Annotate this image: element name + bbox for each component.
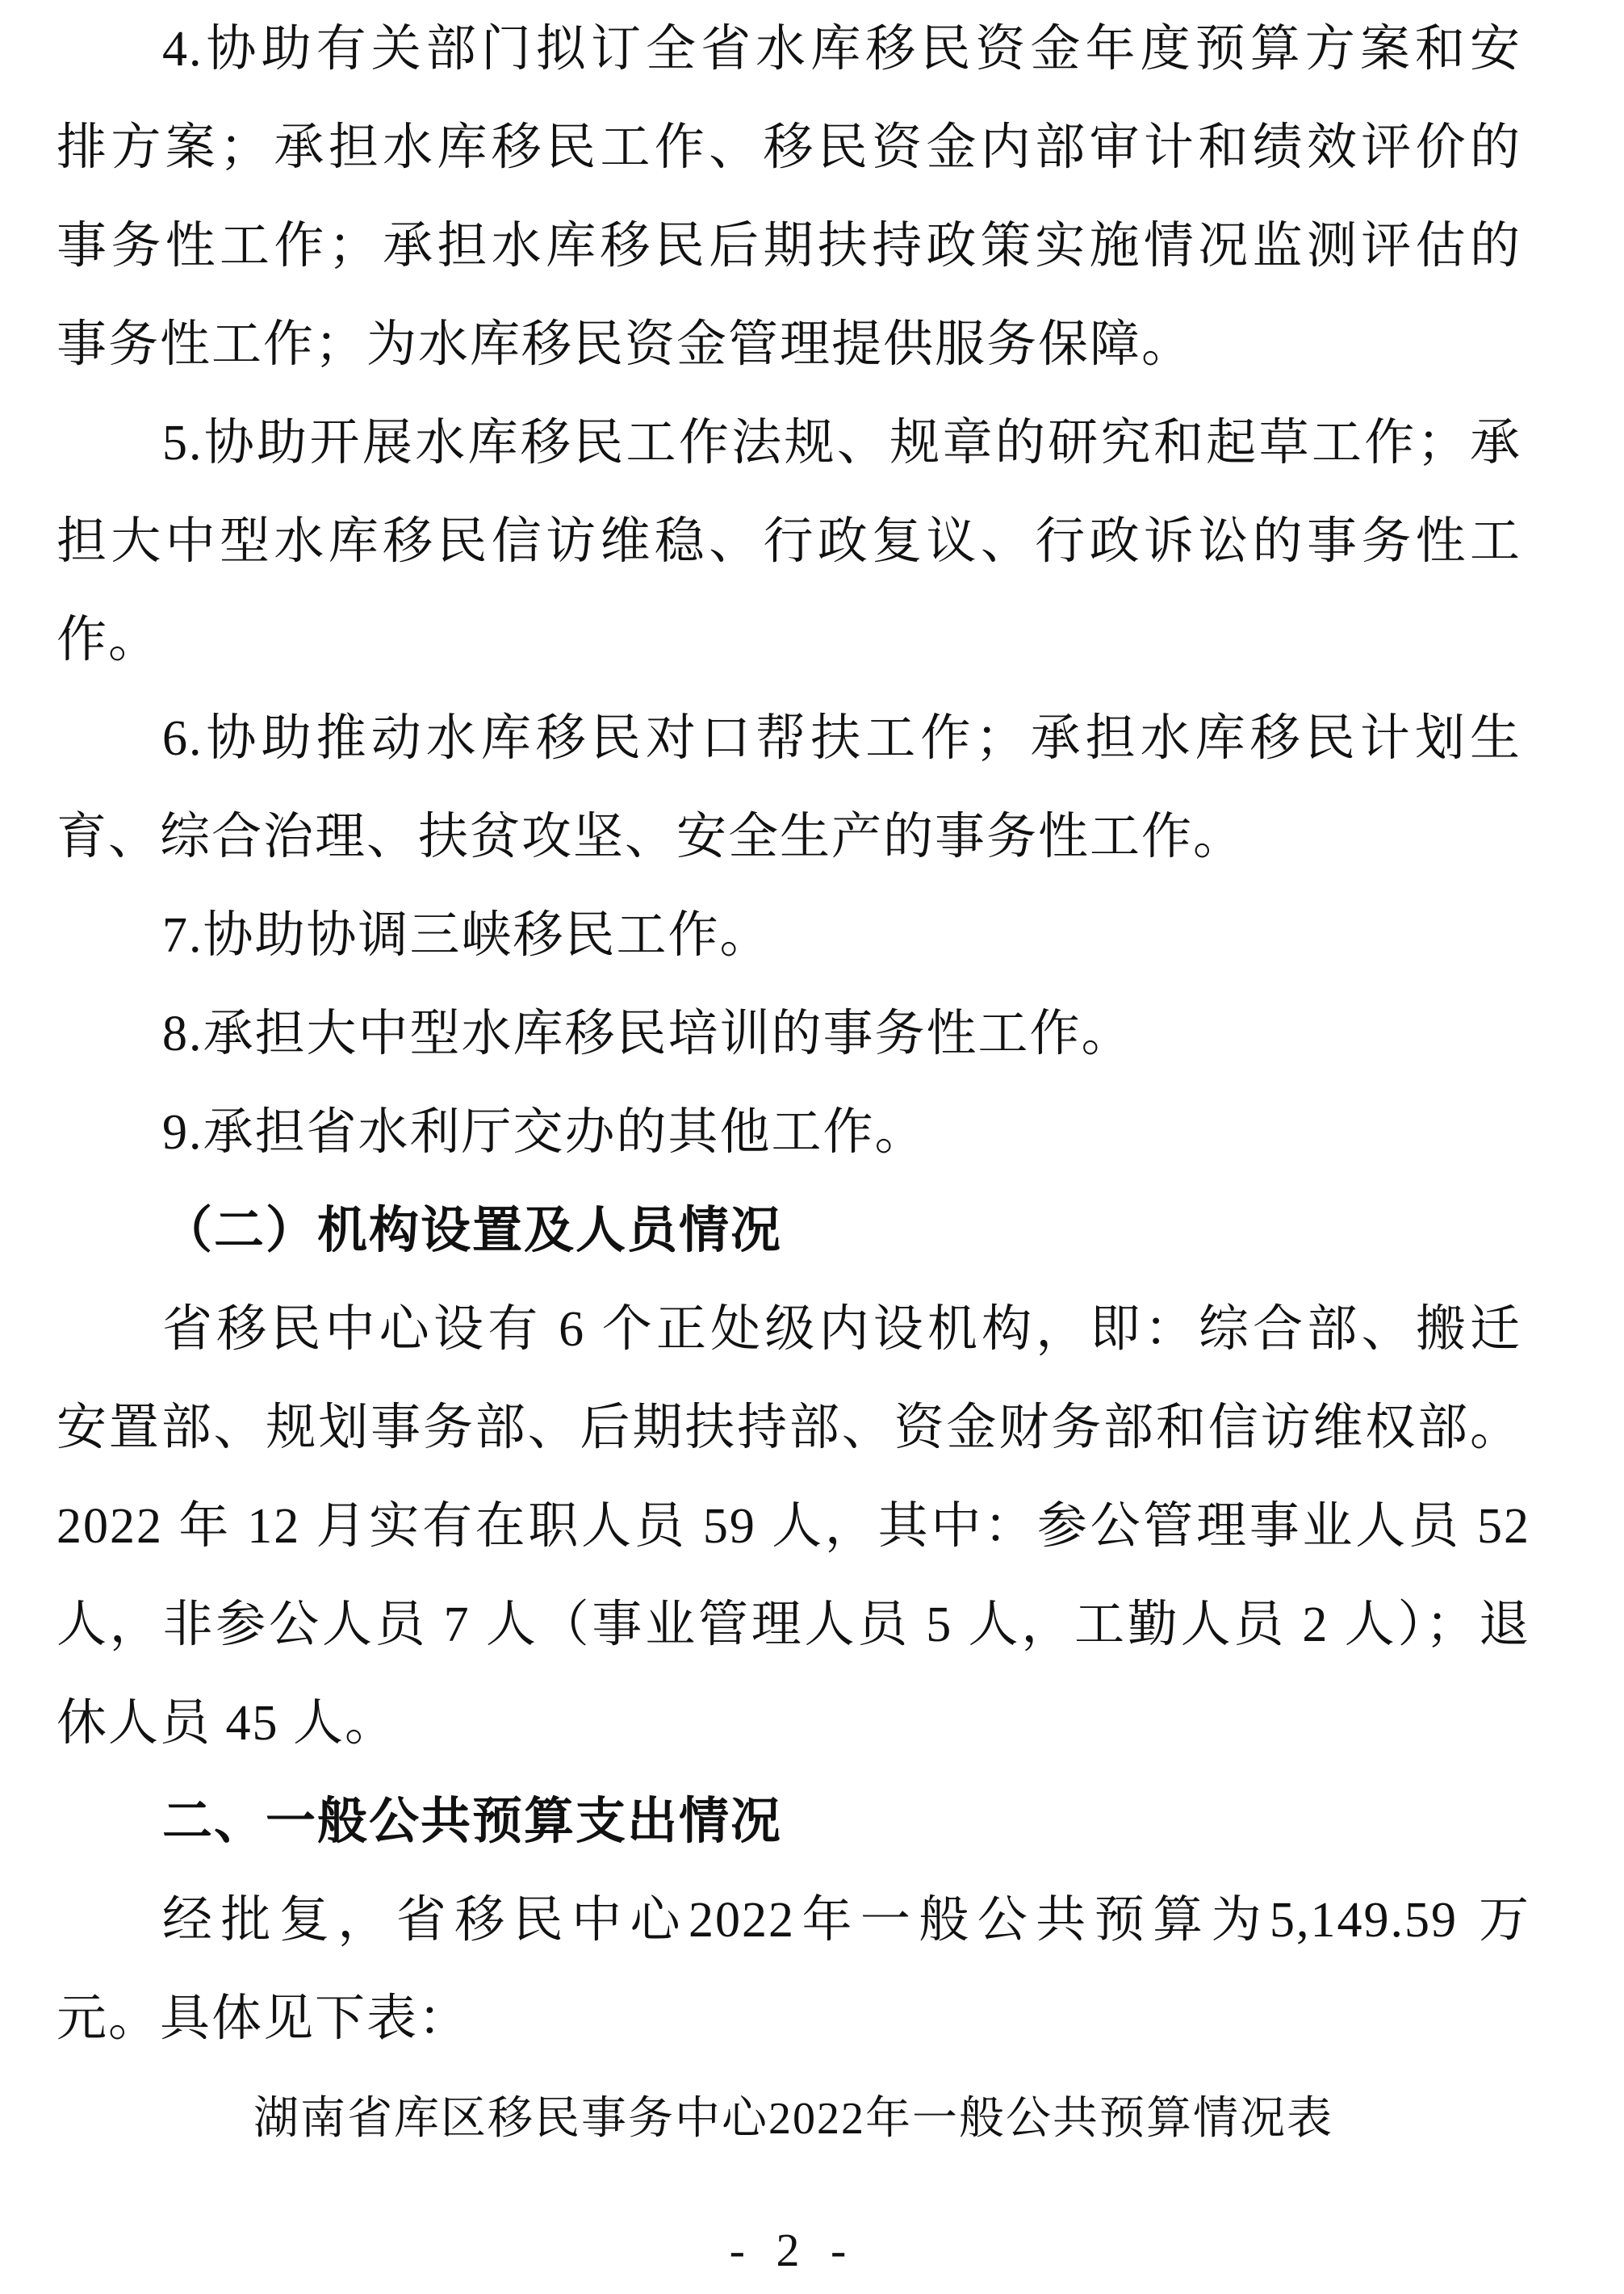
text-line: 育、综合治理、扶贫攻坚、安全生产的事务性工作。	[57, 810, 1245, 864]
text-line: 9.承担省水利厅交办的其他工作。	[162, 1105, 927, 1160]
text-line: 4.协助有关部门拟订全省水库移民资金年度预算方案和安	[162, 22, 1521, 77]
text-line: 省移民中心设有 6 个正处级内设机构，即：综合部、搬迁	[162, 1302, 1521, 1357]
document-body	[57, 0, 1542, 2068]
table-caption: 湖南省库区移民事务中心2022年一般公共预算情况表	[253, 2094, 1333, 2144]
section-heading: 二、一般公共预算支出情况	[162, 1794, 783, 1849]
text-line: 5.协助开展水库移民工作法规、规章的研究和起草工作；承	[162, 416, 1521, 471]
text-line: 排方案；承担水库移民工作、移民资金内部审计和绩效评价的	[57, 120, 1521, 175]
text-line: 人，非参公人员 7 人（事业管理人员 5 人，工勤人员 2 人）；退	[57, 1597, 1530, 1652]
section-heading: （二）机构设置及人员情况	[162, 1204, 783, 1258]
section-budget	[57, 1773, 1542, 2068]
text-line: 8.承担大中型水库移民培训的事务性工作。	[162, 1007, 1133, 1061]
text-line: 7.协助协调三峡移民工作。	[162, 908, 772, 963]
section-organization	[57, 1182, 1542, 1773]
duty-item-7	[57, 886, 1542, 985]
text-line: 2022 年 12 月实有在职人员 59 人，其中：参公管理事业人员 52	[57, 1499, 1530, 1554]
text-line: 6.协助推动水库移民对口帮扶工作；承担水库移民计划生	[162, 711, 1521, 766]
text-line: 元。具体见下表：	[57, 1991, 471, 2046]
page-number: - 2 -	[729, 2224, 856, 2276]
duty-item-5	[57, 394, 1542, 689]
duty-item-9	[57, 1083, 1542, 1182]
text-line: 经批复，省移民中心2022年一般公共预算为5,149.59 万	[162, 1893, 1530, 1948]
duty-item-8	[57, 985, 1542, 1083]
text-line: 作。	[57, 613, 161, 668]
text-line: 安置部、规划事务部、后期扶持部、资金财务部和信访维权部。	[57, 1400, 1521, 1455]
text-line: 休人员 45 人。	[57, 1696, 397, 1751]
text-line: 担大中型水库移民信访维稳、行政复议、行政诉讼的事务性工	[57, 514, 1521, 569]
duty-item-6	[57, 689, 1542, 886]
text-line: 事务性工作；承担水库移民后期扶持政策实施情况监测评估的	[57, 219, 1521, 274]
duty-item-4	[57, 0, 1542, 394]
text-line: 事务性工作；为水库移民资金管理提供服务保障。	[57, 317, 1194, 372]
